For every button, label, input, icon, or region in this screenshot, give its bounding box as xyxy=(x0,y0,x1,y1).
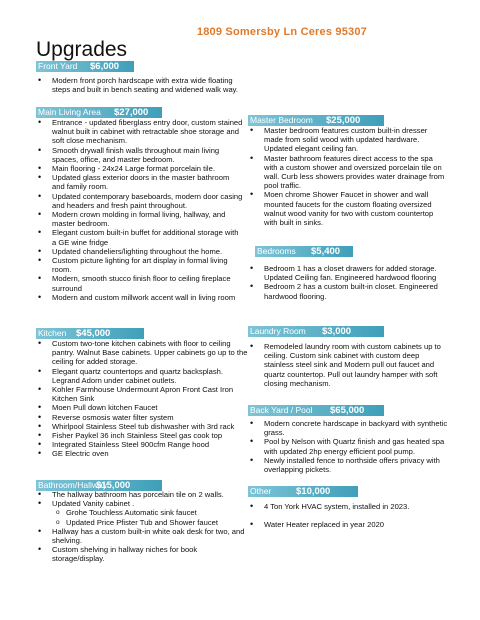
list-item: • Entrance - updated fiberglass entry door, custom stained walnut built in cabinet with retractable shoe storage and soft close mechanism. xyxy=(36,118,244,146)
section-amount: $6,000 xyxy=(90,61,120,72)
list-item: • Modern, smooth stucco finish floor to ceiling fireplace surround xyxy=(36,274,244,292)
section-amount: $10,000 xyxy=(296,486,331,497)
list-item: • Newly installed fence to northside offers privacy with overlapping pickets. xyxy=(248,456,448,474)
section-amount: $3,000 xyxy=(322,326,352,337)
section-amount: $15,000 xyxy=(96,480,131,491)
list-item: • GE Electric oven xyxy=(36,449,248,458)
section-header-back-yard-pool xyxy=(248,405,384,416)
section-header-master-bedroom xyxy=(248,115,384,126)
list-item: • Updated Vanity cabinet . xyxy=(36,499,246,508)
list-item: • Master bathroom features direct access to the spa with a custom shower and oversized porcelain tile on wall. Curb less showers provides water drainage from pool traffic. xyxy=(248,154,448,191)
sub-list-item: o Grohe Touchless Automatic sink faucet xyxy=(36,508,246,517)
section-amount: $45,000 xyxy=(76,328,111,339)
list-item: • Master bedroom features custom built-in dresser made from solid wood with updated hardware. Updated elegant ceiling fan. xyxy=(248,126,448,154)
back-yard-pool-list xyxy=(248,419,448,474)
list-item: • Modern crown molding in formal living, hallway, and master bedroom. xyxy=(36,210,244,228)
section-header-laundry-room xyxy=(248,326,384,337)
kitchen-list xyxy=(36,339,248,459)
list-item: • Smooth drywall finish walls throughout main living spaces, office, and master bedroom. xyxy=(36,146,244,164)
section-amount: $25,000 xyxy=(326,115,361,126)
section-amount: $27,000 xyxy=(114,107,149,118)
section-header-front-yard xyxy=(36,61,134,72)
list-item: • Moen Pull down kitchen Faucet xyxy=(36,403,248,412)
section-name: Master Bedroom xyxy=(250,115,313,125)
list-item: • Updated chandeliers/lighting throughout the home. xyxy=(36,247,244,256)
section-name: Other xyxy=(250,486,272,496)
list-item: • 4 Ton York HVAC system, installed in 2023. xyxy=(248,502,448,511)
master-bedroom-list xyxy=(248,126,448,227)
list-item: • Updated contemporary baseboards, modern door casing and headers and fresh paint throughout. xyxy=(36,192,244,210)
section-amount: $5,400 xyxy=(311,246,341,257)
list-item: • Hallway has a custom built-in white oak desk for two, and shelving. xyxy=(36,527,246,545)
list-item: • Custom picture lighting for art display in formal living room. xyxy=(36,256,244,274)
list-item: • Integrated Stainless Steel 900cfm Range hood xyxy=(36,440,248,449)
list-item: • Bedroom 2 has a custom built-in closet. Engineered hardwood flooring. xyxy=(248,282,448,300)
section-name: Front Yard xyxy=(38,61,78,71)
list-item: • Custom shelving in hallway niches for book storage/display. xyxy=(36,545,246,563)
bedrooms-list xyxy=(248,264,448,301)
section-name: Laundry Room xyxy=(250,326,306,336)
list-item: • Remodeled laundry room with custom cabinets up to ceiling. Custom sink cabinet with custom deep stainless steel sink and Modern pull out faucet and quartz countertop. Pull out laundry hamper with soft closing mechanism. xyxy=(248,342,448,388)
other-list xyxy=(248,502,448,529)
bathroom-hallway-list xyxy=(36,490,246,564)
section-name: Main Living Area xyxy=(38,107,101,117)
list-item: • Elegant custom built-in buffet for additional storage with a GE wine fridge xyxy=(36,228,244,246)
section-header-bedrooms xyxy=(255,246,353,257)
page-title: Upgrades xyxy=(36,38,128,61)
section-name: Bedrooms xyxy=(257,246,296,256)
list-item: • Modern and custom millwork accent wall in living room xyxy=(36,293,244,302)
list-item: • Main flooring - 24x24 Large format porcelain tile. xyxy=(36,164,244,173)
list-item: • Updated glass exterior doors in the master bathroom and family room. xyxy=(36,173,244,191)
list-item: • Water Heater replaced in year 2020 xyxy=(248,520,448,529)
list-item: • Pool by Nelson with Quartz finish and gas heated spa with updated 2hp energy efficient pool pump. xyxy=(248,437,448,455)
main-living-list xyxy=(36,118,244,302)
list-item: • Fisher Paykel 36 inch Stainless Steel gas cook top xyxy=(36,431,248,440)
section-header-other xyxy=(248,486,358,497)
section-amount: $65,000 xyxy=(330,405,365,416)
laundry-room-list xyxy=(248,342,448,388)
section-header-main-living xyxy=(36,107,162,118)
list-item: • Whirlpool Stainless Steel tub dishwasher with 3rd rack xyxy=(36,422,248,431)
front-yard-list xyxy=(36,76,244,94)
list-item: • Custom two-tone kitchen cabinets with floor to ceiling pantry. Walnut Base cabinets. Upper cabinets go up to the ceiling for added storage. xyxy=(36,339,248,367)
list-item: • Modern front porch hardscape with extra wide floating steps and built in bench seating and widened walk way. xyxy=(36,76,244,94)
property-address: 1809 Somersby Ln Ceres 95307 xyxy=(196,26,367,38)
list-item: • Kohler Farmhouse Undermount Apron Front Cast Iron Kitchen Sink xyxy=(36,385,248,403)
list-item: • Reverse osmosis water filter system xyxy=(36,413,248,422)
list-item: • Modern concrete hardscape in backyard with synthetic grass. xyxy=(248,419,448,437)
list-item: • Elegant quartz countertops and quartz backsplash. Legrand Adorn under cabinet outlets. xyxy=(36,367,248,385)
sub-list-item: o Updated Price Pfister Tub and Shower faucet xyxy=(36,518,246,527)
section-header-kitchen xyxy=(36,328,144,339)
list-item: • Bedroom 1 has a closet drawers for added storage. Updated Ceiling fan. Engineered hardwood flooring xyxy=(248,264,448,282)
section-name: Back Yard / Pool xyxy=(250,405,313,415)
section-name: Bathroom/Hallway xyxy=(38,480,107,490)
list-item: • Moen chrome Shower Faucet in shower and wall mounted faucets for the custom floating oversized walnut wood vanity for two with custom countertop with built in sinks. xyxy=(248,190,448,227)
list-item: • The hallway bathroom has porcelain tile on 2 walls. xyxy=(36,490,246,499)
section-name: Kitchen xyxy=(38,328,67,338)
